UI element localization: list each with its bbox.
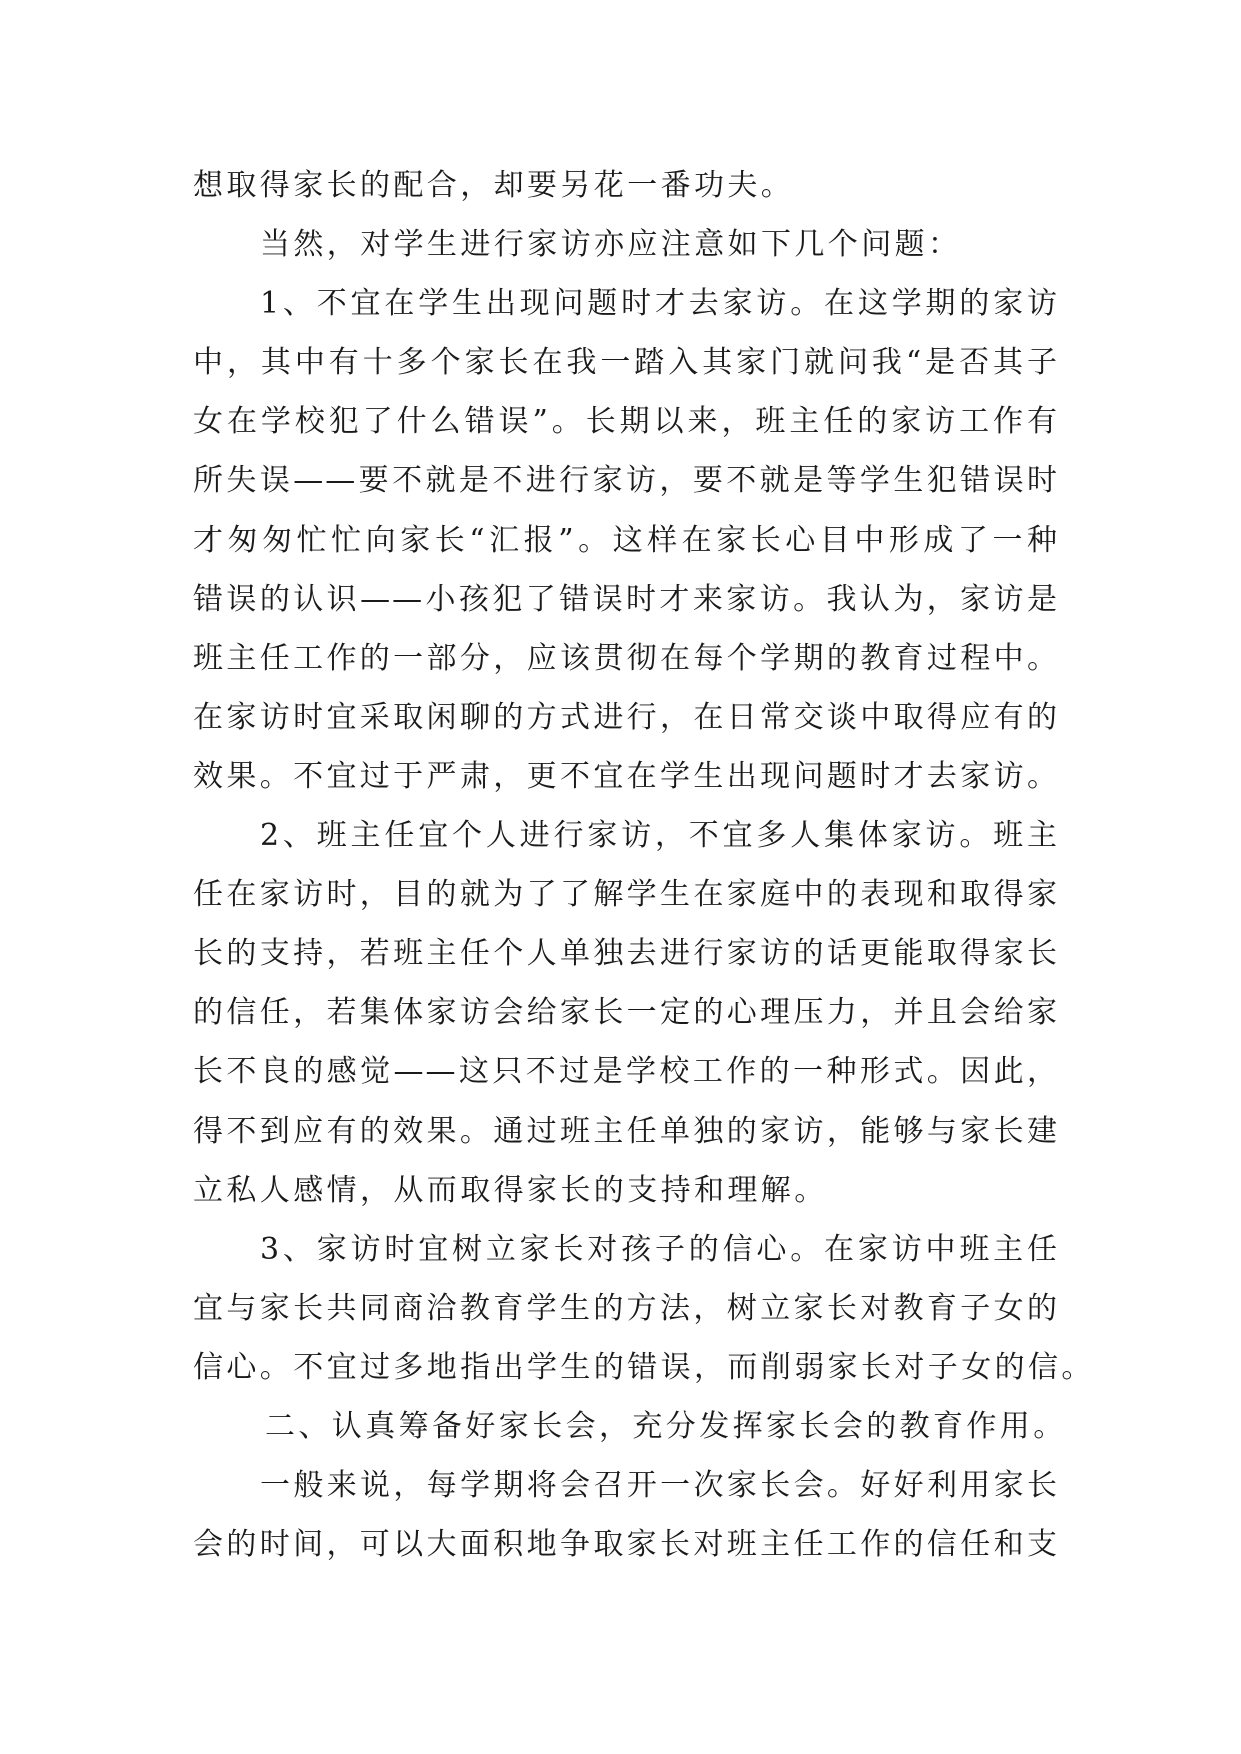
text-line: 班主任工作的一部分，应该贯彻在每个学期的教育过程中。: [193, 640, 1059, 676]
text-line: 1、不宜在学生出现问题时才去家访。在这学期的家访: [260, 286, 1059, 322]
text-line: 一般来说，每学期将会召开一次家长会。好好利用家长: [260, 1468, 1059, 1504]
text-line: 在家访时宜采取闲聊的方式进行，在日常交谈中取得应有的: [193, 699, 1059, 735]
text-line: 错误的认识——小孩犯了错误时才来家访。我认为，家访是: [193, 581, 1059, 617]
text-line: 的信任，若集体家访会给家长一定的心理压力，并且会给家: [193, 995, 1059, 1031]
text-line: 当然，对学生进行家访亦应注意如下几个问题：: [260, 227, 962, 263]
text-line: 才匆匆忙忙向家长“汇报”。这样在家长心目中形成了一种: [193, 522, 1059, 558]
text-line: 2、班主任宜个人进行家访，不宜多人集体家访。班主: [260, 818, 1059, 854]
text-line: 所失误——要不就是不进行家访，要不就是等学生犯错误时: [193, 463, 1059, 499]
text-line: 会的时间，可以大面积地争取家长对班主任工作的信任和支: [193, 1527, 1059, 1563]
text-line: 中，其中有十多个家长在我一踏入其家门就问我“是否其子: [193, 345, 1059, 381]
document-body: [193, 156, 1153, 1574]
text-line: 长不良的感觉——这只不过是学校工作的一种形式。因此，: [193, 1054, 1059, 1090]
text-line: 想取得家长的配合，却要另花一番功夫。: [193, 168, 795, 203]
text-line: 宜与家长共同商洽教育学生的方法，树立家长对教育子女的: [193, 1290, 1059, 1326]
text-line: 长的支持，若班主任个人单独去进行家访的话更能取得家长: [193, 936, 1059, 972]
text-line: 效果。不宜过于严肃，更不宜在学生出现问题时才去家访。: [193, 758, 1059, 794]
text-line: 得不到应有的效果。通过班主任单独的家访，能够与家长建: [193, 1113, 1059, 1149]
text-line: 任在家访时，目的就为了了解学生在家庭中的表现和取得家: [193, 877, 1059, 913]
text-line: 信心。不宜过多地指出学生的错误，而削弱家长对子女的信。: [193, 1349, 1095, 1385]
text-line: 立私人感情，从而取得家长的支持和理解。: [193, 1172, 828, 1208]
text-line: 3、家访时宜树立家长对孩子的信心。在家访中班主任: [260, 1231, 1059, 1267]
text-line: 女在学校犯了什么错误”。长期以来，班主任的家访工作有: [193, 404, 1059, 440]
section-heading: 二、认真筹备好家长会，充分发挥家长会的教育作用。: [265, 1408, 1067, 1444]
